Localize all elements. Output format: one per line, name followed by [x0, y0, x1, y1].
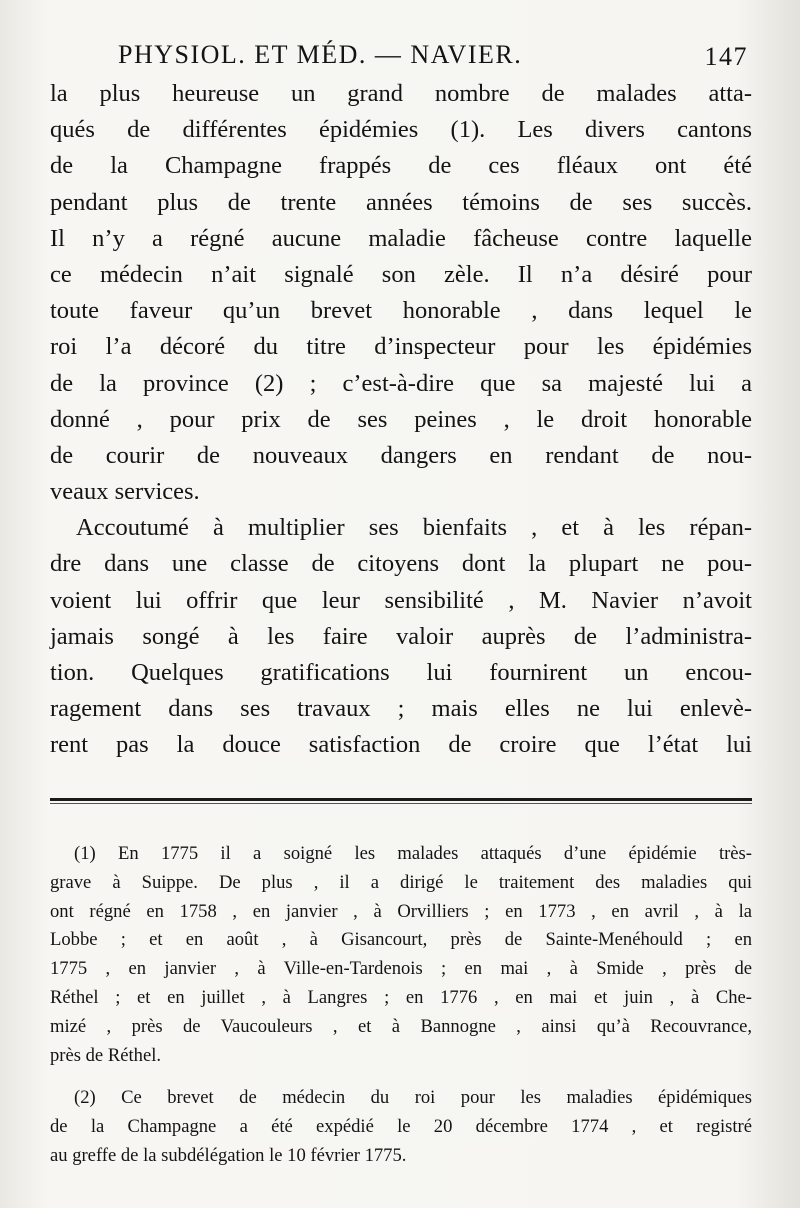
footnote-line: ont régné en 1758 , en janvier , à Orvilliers ; en 1773 , en avril , à la — [50, 900, 752, 922]
running-header — [118, 40, 748, 80]
footnote-line: de la Champagne a été expédié le 20 décembre 1774 , et registré — [50, 1116, 752, 1138]
text-line: jamais songé à les faire valoir auprès de l’administra- — [50, 622, 752, 650]
text-line: de la province (2) ; c’est-à-dire que sa majesté lui a — [50, 369, 752, 397]
text-line: la plus heureuse un grand nombre de malades atta- — [50, 80, 752, 107]
footnote-rule — [50, 798, 752, 801]
text-line: ragement dans ses travaux ; mais elles ne lui enlevè- — [50, 695, 752, 723]
footnotes — [50, 840, 752, 1185]
footnote-line: (1) En 1775 il a soigné les malades attaqués d’une épidémie très- — [74, 843, 752, 864]
text-line: Accoutumé à multiplier ses bienfaits , et à les répan- — [76, 514, 752, 542]
footnote-line: mizé , près de Vaucouleurs , et à Bannogne , ainsi qu’à Recouvrance, — [50, 1015, 752, 1037]
footnote-1 — [50, 840, 752, 1070]
running-title: PHYSIOL. ET MÉD. — NAVIER. — [118, 40, 523, 69]
main-text — [50, 76, 752, 764]
footnote-line: grave à Suippe. De plus , il a dirigé le traitement des maladies qui — [50, 871, 752, 893]
text-line: donné , pour prix de ses peines , le droit honorable — [50, 405, 752, 433]
text-line: Il n’y a régné aucune maladie fâcheuse contre laquelle — [50, 224, 752, 252]
text-line: rent pas la douce satisfaction de croire que l’état lui — [50, 731, 752, 759]
text-line: voient lui offrir que leur sensibilité , M. Navier n’avoit — [50, 586, 752, 614]
footnote-2 — [50, 1084, 752, 1170]
footnote-rule-thin — [50, 803, 752, 804]
text-line: tion. Quelques gratifications lui fournirent un encou- — [50, 659, 752, 686]
text-line: ce médecin n’ait signalé son zèle. Il n’a désiré pour — [50, 260, 752, 288]
text-line: veaux services. — [50, 478, 200, 506]
footnote-line: Réthel ; et en juillet , à Langres ; en 1776 , en mai et juin , à Che- — [50, 986, 752, 1008]
footnote-line: (2) Ce brevet de médecin du roi pour les maladies épidémiques — [74, 1087, 752, 1109]
text-line: roi l’a décoré du titre d’inspecteur pour les épidémies — [50, 333, 752, 361]
page-number: 147 — [704, 42, 748, 71]
footnote-line: 1775 , en janvier , à Ville-en-Tardenois ; en mai , à Smide , près de — [50, 958, 752, 980]
text-line: dre dans une classe de citoyens dont la plupart ne pou- — [50, 550, 752, 578]
text-line: de la Champagne frappés de ces fléaux ont été — [50, 152, 752, 180]
text-line: toute faveur qu’un brevet honorable , dans lequel le — [50, 297, 752, 325]
text-line: pendant plus de trente années témoins de ses succès. — [50, 188, 752, 216]
footnote-line: Lobbe ; et en août , à Gisancourt, près de Sainte-Menéhould ; en — [50, 929, 752, 951]
text-line: de courir de nouveaux dangers en rendant de nou- — [50, 441, 752, 469]
footnote-line: au greffe de la subdélégation le 10 février 1775. — [50, 1144, 407, 1166]
text-line: qués de différentes épidémies (1). Les divers cantons — [50, 116, 752, 144]
footnote-line: près de Réthel. — [50, 1044, 162, 1066]
